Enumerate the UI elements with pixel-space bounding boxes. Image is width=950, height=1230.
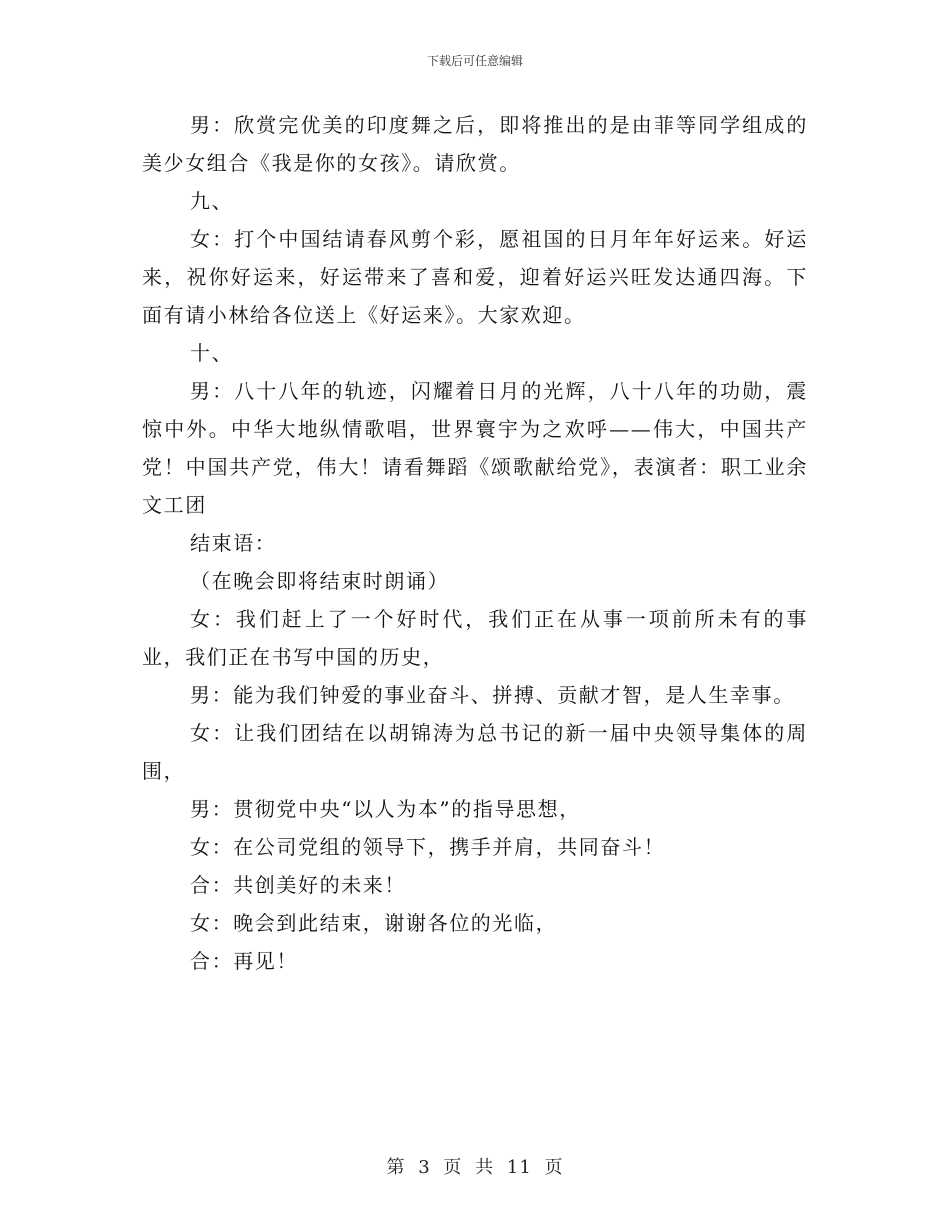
paragraph: 男：欣赏完优美的印度舞之后，即将推出的是由菲等同学组成的美少女组合《我是你的女孩》。请欣赏。 [142, 113, 808, 175]
paragraph: 女：让我们团结在以胡锦涛为总书记的新一届中央领导集体的周围， [142, 721, 808, 783]
paragraph: 女：打个中国结请春风剪个彩，愿祖国的日月年年好运来。好运来，祝你好运来，好运带来了喜和爱，迎着好运兴旺发达通四海。下面有请小林给各位送上《好运来》。大家欢迎。 [142, 227, 808, 327]
total-unit: 页 [544, 1157, 564, 1178]
total-word: 共 [475, 1157, 495, 1178]
paragraph: 女：我们赶上了一个好时代，我们正在从事一项前所未有的事业，我们正在书写中国的历史， [142, 607, 808, 669]
page-word: 第 [386, 1157, 406, 1178]
paragraph: 男：八十八年的轨迹，闪耀着日月的光辉，八十八年的功勋，震惊中外。中华大地纵情歌唱，世界寰宇为之欢呼——伟大，中国共产党！中国共产党，伟大！请看舞蹈《颂歌献给党》，表演者：职工业余文工团 [142, 379, 808, 517]
total-pages: 11 [506, 1157, 532, 1178]
page-unit: 页 [443, 1157, 463, 1178]
paragraph: 男：能为我们钟爱的事业奋斗、拼搏、贡献才智，是人生幸事。 [190, 683, 795, 707]
section-heading: 结束语： [190, 531, 277, 555]
paragraph: 合：再见！ [190, 949, 298, 973]
section-heading: 十、 [190, 341, 234, 365]
paragraph: 男：贯彻党中央“以人为本”的指导思想， [190, 797, 581, 821]
stage-direction: （在晚会即将结束时朗诵） [190, 569, 450, 593]
paragraph: 合：共创美好的未来！ [190, 873, 406, 897]
document-body [142, 106, 808, 980]
paragraph: 女：晚会到此结束，谢谢各位的光临， [190, 911, 558, 935]
page-number: 3 [418, 1157, 431, 1178]
page-header: 下载后可任意编辑 [426, 54, 523, 68]
paragraph: 女：在公司党组的领导下，携手并肩，共同奋斗！ [190, 835, 666, 859]
page-footer [0, 1153, 950, 1179]
section-heading: 九、 [190, 189, 234, 213]
